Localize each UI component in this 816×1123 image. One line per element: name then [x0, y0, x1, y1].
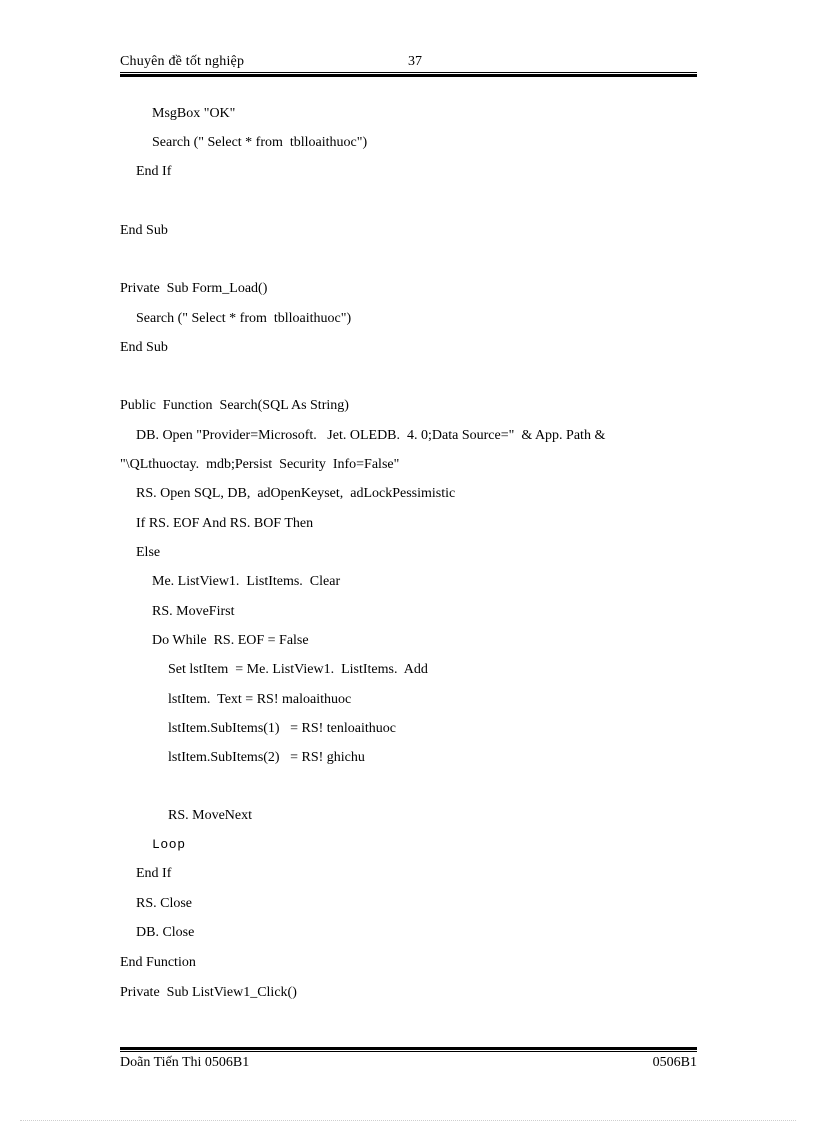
code-line: DB. Open "Provider=Microsoft. Jet. OLEDB. 4. 0;Data Source=" & App. Path & — [136, 428, 606, 443]
code-line: End Sub — [120, 223, 168, 238]
code-line: DB. Close — [136, 925, 195, 940]
code-line: Loop — [152, 837, 186, 852]
code-line: Do While RS. EOF = False — [152, 633, 309, 648]
code-line: lstItem.SubItems(2) = RS! ghichu — [168, 750, 365, 765]
footer-author: Doãn Tiến Thi 0506B1 — [120, 1055, 250, 1070]
code-line: lstItem.SubItems(1) = RS! tenloaithuoc — [168, 721, 396, 736]
code-line: RS. MoveNext — [168, 808, 252, 823]
page-number: 37 — [408, 54, 422, 69]
code-line: End If — [136, 866, 172, 881]
code-line: lstItem. Text = RS! maloaithuoc — [168, 692, 352, 707]
code-line: End Function — [120, 955, 196, 970]
code-line: RS. Close — [136, 896, 193, 911]
header-rule — [120, 72, 697, 77]
code-line: MsgBox "OK" — [152, 106, 236, 121]
code-line: RS. MoveFirst — [152, 604, 235, 619]
code-line: Private Sub Form_Load() — [120, 281, 268, 296]
code-line: Search (" Select * from tblloaithuoc") — [136, 311, 352, 326]
code-line: Me. ListView1. ListItems. Clear — [152, 574, 341, 589]
footer-class-code: 0506B1 — [652, 1055, 697, 1070]
code-line: End Sub — [120, 340, 168, 355]
page-edge-divider — [20, 1120, 796, 1121]
code-line: Private Sub ListView1_Click() — [120, 985, 297, 1000]
code-line: "\QLthuoctay. mdb;Persist Security Info=False" — [120, 457, 400, 472]
code-line: RS. Open SQL, DB, adOpenKeyset, adLockPessimistic — [136, 486, 456, 501]
code-line: Set lstItem = Me. ListView1. ListItems. Add — [168, 662, 428, 677]
footer-rule — [120, 1047, 697, 1052]
code-line: End If — [136, 164, 172, 179]
page-footer — [120, 1055, 697, 1075]
code-line: Search (" Select * from tblloaithuoc") — [152, 135, 368, 150]
page-header — [120, 54, 697, 74]
code-line: Public Function Search(SQL As String) — [120, 398, 349, 413]
code-line: Else — [136, 545, 161, 560]
code-line: If RS. EOF And RS. BOF Then — [136, 516, 314, 531]
header-title: Chuyên đề tốt nghiệp — [120, 54, 245, 69]
